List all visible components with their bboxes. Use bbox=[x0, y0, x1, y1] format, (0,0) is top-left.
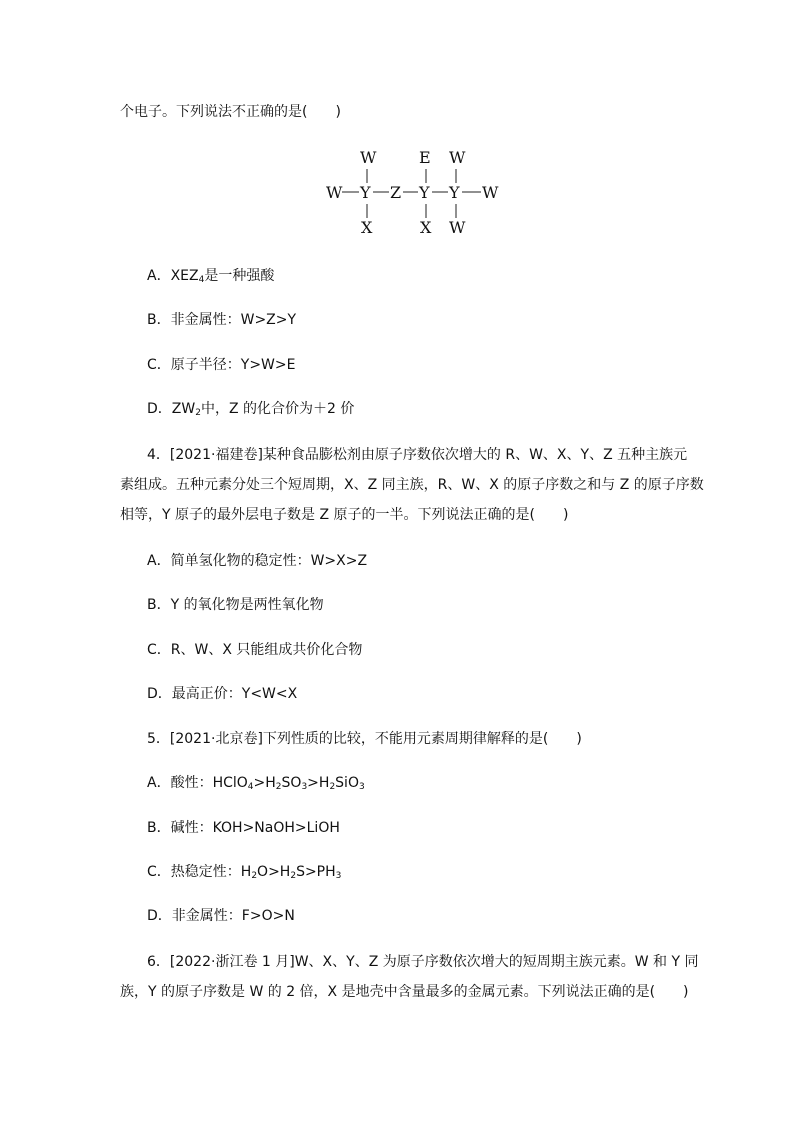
atom-w-bot: W bbox=[449, 218, 466, 237]
q5-option-c bbox=[147, 862, 341, 882]
text: A．酸性：HClO bbox=[147, 775, 248, 791]
q5-stem: 5．[2021·北京卷]下列性质的比较，不能用元素周期律解释的是( ) bbox=[147, 731, 582, 747]
atom-y3: Y bbox=[449, 183, 460, 202]
text: C．热稳定性：H bbox=[147, 864, 252, 880]
subscript: 3 bbox=[335, 871, 342, 881]
atom-x-bot1: X bbox=[361, 218, 373, 237]
q4-stem-line3: 相等，Y 原子的最外层电子数是 Z 原子的一半。下列说法正确的是( ) bbox=[120, 507, 569, 523]
atom-z: Z bbox=[390, 183, 402, 202]
subscript: 4 bbox=[247, 782, 254, 792]
subscript: 2 bbox=[290, 871, 297, 881]
subscript: 2 bbox=[275, 782, 282, 792]
text: >H bbox=[307, 775, 330, 791]
atom-y1: Y bbox=[360, 183, 371, 202]
q3-stem-tail: 个电子。下列说法不正确的是( ) bbox=[120, 104, 341, 120]
atom-w-right: W bbox=[482, 183, 499, 202]
q3-option-a bbox=[147, 266, 274, 286]
subscript: 4 bbox=[198, 275, 205, 285]
atom-y2: Y bbox=[419, 183, 430, 202]
subscript: 3 bbox=[301, 782, 308, 792]
q4-option-c: C．R、W、X 只能组成共价化合物 bbox=[147, 642, 363, 658]
text: O>H bbox=[257, 864, 291, 880]
q5-option-d: D．非金属性：F>O>N bbox=[147, 908, 295, 924]
q5-option-b: B．碱性：KOH>NaOH>LiOH bbox=[147, 820, 340, 836]
q4-option-b: B．Y 的氧化物是两性氧化物 bbox=[147, 597, 324, 613]
q4-option-a: A．简单氢化物的稳定性：W>X>Z bbox=[147, 553, 368, 569]
text: S>PH bbox=[296, 864, 336, 880]
subscript: 2 bbox=[251, 871, 258, 881]
text: >H bbox=[253, 775, 276, 791]
text: SO bbox=[281, 775, 302, 791]
q4-stem-line2: 素组成。五种元素分处三个短周期，X、Z 同主族，R、W、X 的原子序数之和与 Z 的原子序数 bbox=[120, 477, 704, 493]
q4-option-d: D．最高正价：Y<W<X bbox=[147, 686, 298, 702]
q4-stem-line1: 4．[2021·福建卷]某种食品膨松剂由原子序数依次增大的 R、W、X、Y、Z 五种主族元 bbox=[147, 447, 688, 463]
subscript: 2 bbox=[329, 782, 336, 792]
q3-option-d bbox=[147, 399, 354, 419]
q3-option-c: C．原子半径：Y>W>E bbox=[147, 357, 296, 373]
text: SiO bbox=[335, 775, 359, 791]
q3-option-d-text-2: 中，Z 的化合价为＋2 价 bbox=[200, 401, 355, 417]
q5-option-a bbox=[147, 773, 365, 793]
atom-w-top1: W bbox=[360, 148, 377, 167]
q3-option-d-text: D．ZW bbox=[147, 401, 196, 417]
q3-option-a-text-2: 是一种强酸 bbox=[204, 268, 275, 284]
subscript: 2 bbox=[195, 408, 201, 418]
atom-x-bot2: X bbox=[420, 218, 432, 237]
atom-w-top2: W bbox=[449, 148, 466, 167]
q6-stem-line1: 6．[2022·浙江卷 1 月]W、X、Y、Z 为原子序数依次增大的短周期主族元素。W 和 Y 同 bbox=[147, 954, 699, 970]
q3-option-a-text: A．XEZ bbox=[147, 268, 199, 284]
q3-option-b: B．非金属性：W>Z>Y bbox=[147, 312, 297, 328]
subscript: 3 bbox=[358, 782, 365, 792]
q6-stem-line2: 族，Y 的原子序数是 W 的 2 倍，X 是地壳中含量最多的金属元素。下列说法正确的是( ) bbox=[120, 984, 689, 1000]
atom-e-top: E bbox=[419, 148, 431, 167]
atom-w-left: W bbox=[326, 183, 343, 202]
